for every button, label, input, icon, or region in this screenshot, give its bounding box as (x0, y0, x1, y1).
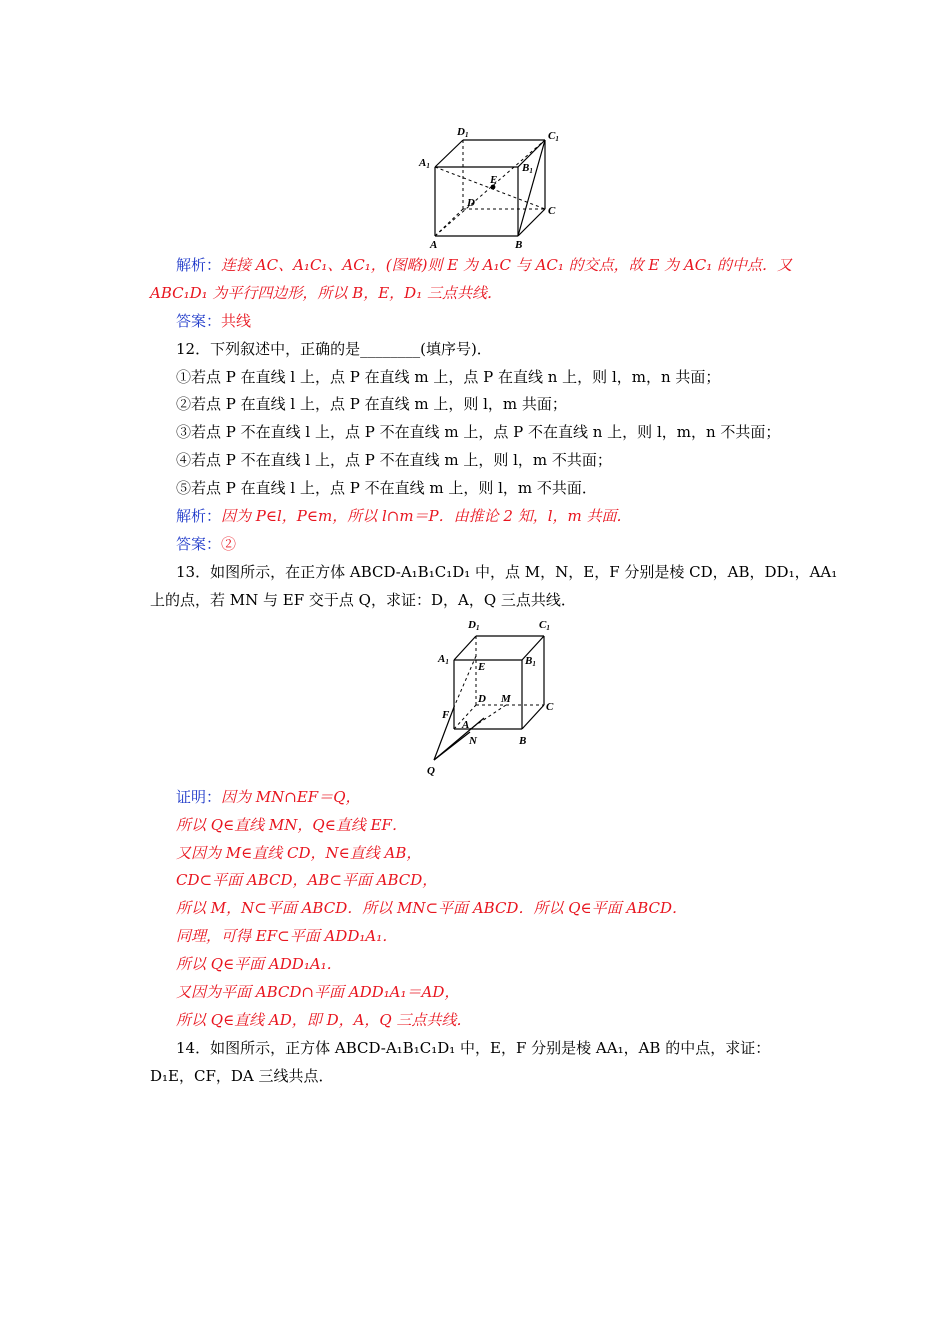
proof-13-line-1: 所以 Q∈直线 MN，Q∈直线 EF． (176, 816, 407, 834)
proof-13-line-4: 所以 M，N⊂平面 ABCD．所以 MN⊂平面 ABCD．所以 Q∈平面 ABCD． (176, 899, 688, 917)
proof-13-line-3: CD⊂平面 ABCD，AB⊂平面 ABCD， (176, 871, 438, 889)
answer-label: 答案： (176, 535, 222, 553)
label-m: M (501, 693, 511, 705)
label-d1: D1 (457, 126, 469, 139)
answer-text: ② (221, 535, 237, 553)
question-12-item-1: ①若点 P 在直线 l 上，点 P 在直线 m 上，点 P 在直线 n 上，则 l，m，n 共面； (176, 368, 721, 386)
label-c1: C1 (539, 619, 550, 632)
label-b: B (519, 735, 527, 747)
label-a: A (462, 719, 470, 731)
label-a1: A1 (438, 653, 449, 666)
label-a: A (430, 239, 438, 250)
label-f: F (442, 709, 450, 721)
proof-label: 证明： (176, 788, 222, 806)
question-12-item-5: ⑤若点 P 在直线 l 上，点 P 不在直线 m 上，则 l，m 不共面． (176, 479, 597, 497)
label-c: C (548, 205, 556, 217)
question-13-stem-line2: 上的点，若 MN 与 EF 交于点 Q，求证：D，A，Q 三点共线． (150, 591, 576, 609)
solution-12 (176, 506, 632, 526)
label-a1: A1 (419, 157, 430, 170)
proof-13-line-7: 又因为平面 ABCD∩平面 ADD₁A₁＝AD， (176, 983, 460, 1001)
label-e: E (490, 174, 498, 186)
label-b1: B1 (522, 162, 533, 175)
proof-13-first (176, 787, 361, 807)
label-c1: C1 (548, 130, 559, 143)
label-d: D (478, 693, 486, 705)
cube-figure-1 (415, 122, 565, 250)
proof-13-line-2: 又因为 M∈直线 CD，N∈直线 AB， (176, 844, 422, 862)
label-b: B (515, 239, 523, 250)
answer-11 (176, 311, 251, 331)
analysis-text: 因为 P∈l，P∈m，所以 l∩m＝P．由推论 2 知，l，m 共面． (221, 507, 632, 525)
question-12-item-4: ④若点 P 不在直线 l 上，点 P 不在直线 m 上，则 l，m 不共面； (176, 451, 612, 469)
proof-text: 因为 MN∩EF＝Q， (221, 788, 361, 806)
analysis-text: 连接 AC、A₁C₁、AC₁，(图略)则 E 为 A₁C 与 AC₁ 的交点，故 E 为 AC₁ 的中点．又 (221, 256, 793, 274)
answer-text: 共线 (221, 312, 252, 330)
proof-13-line-5: 同理，可得 EF⊂平面 ADD₁A₁． (176, 927, 398, 945)
question-14-stem-line1: 14．如图所示，正方体 ABCD-A₁B₁C₁D₁ 中，E，F 分别是棱 AA₁，AB 的中点，求证： (176, 1039, 771, 1057)
proof-13-line-6: 所以 Q∈平面 ADD₁A₁． (176, 955, 342, 973)
label-q: Q (427, 765, 435, 777)
cube-figure-2 (418, 612, 568, 782)
question-12-stem: 12．下列叙述中，正确的是________(填序号)． (176, 340, 492, 358)
question-13-stem-line1: 13．如图所示，在正方体 ABCD-A₁B₁C₁D₁ 中，点 M，N，E，F 分别是棱 CD，AB，DD₁，AA₁ (176, 563, 838, 581)
label-d1: D1 (468, 619, 480, 632)
question-12-item-3: ③若点 P 不在直线 l 上，点 P 不在直线 m 上，点 P 不在直线 n 上，则 l，m，n 不共面； (176, 423, 781, 441)
solution-11-line2: ABC₁D₁ 为平行四边形，所以 B，E，D₁ 三点共线． (150, 284, 502, 302)
analysis-label: 解析： (176, 256, 222, 274)
label-e: E (478, 661, 486, 673)
answer-12 (176, 534, 236, 554)
analysis-label: 解析： (176, 507, 222, 525)
label-c: C (546, 701, 554, 713)
question-14-stem-line2: D₁E，CF，DA 三线共点． (150, 1067, 334, 1085)
label-b1: B1 (525, 655, 536, 668)
label-n: N (469, 735, 477, 747)
question-12-item-2: ②若点 P 在直线 l 上，点 P 在直线 m 上，则 l，m 共面； (176, 395, 567, 413)
proof-13-line-8: 所以 Q∈直线 AD，即 D，A，Q 三点共线． (176, 1011, 472, 1029)
label-d: D (467, 197, 475, 209)
solution-11-line1 (176, 255, 792, 275)
answer-label: 答案： (176, 312, 222, 330)
